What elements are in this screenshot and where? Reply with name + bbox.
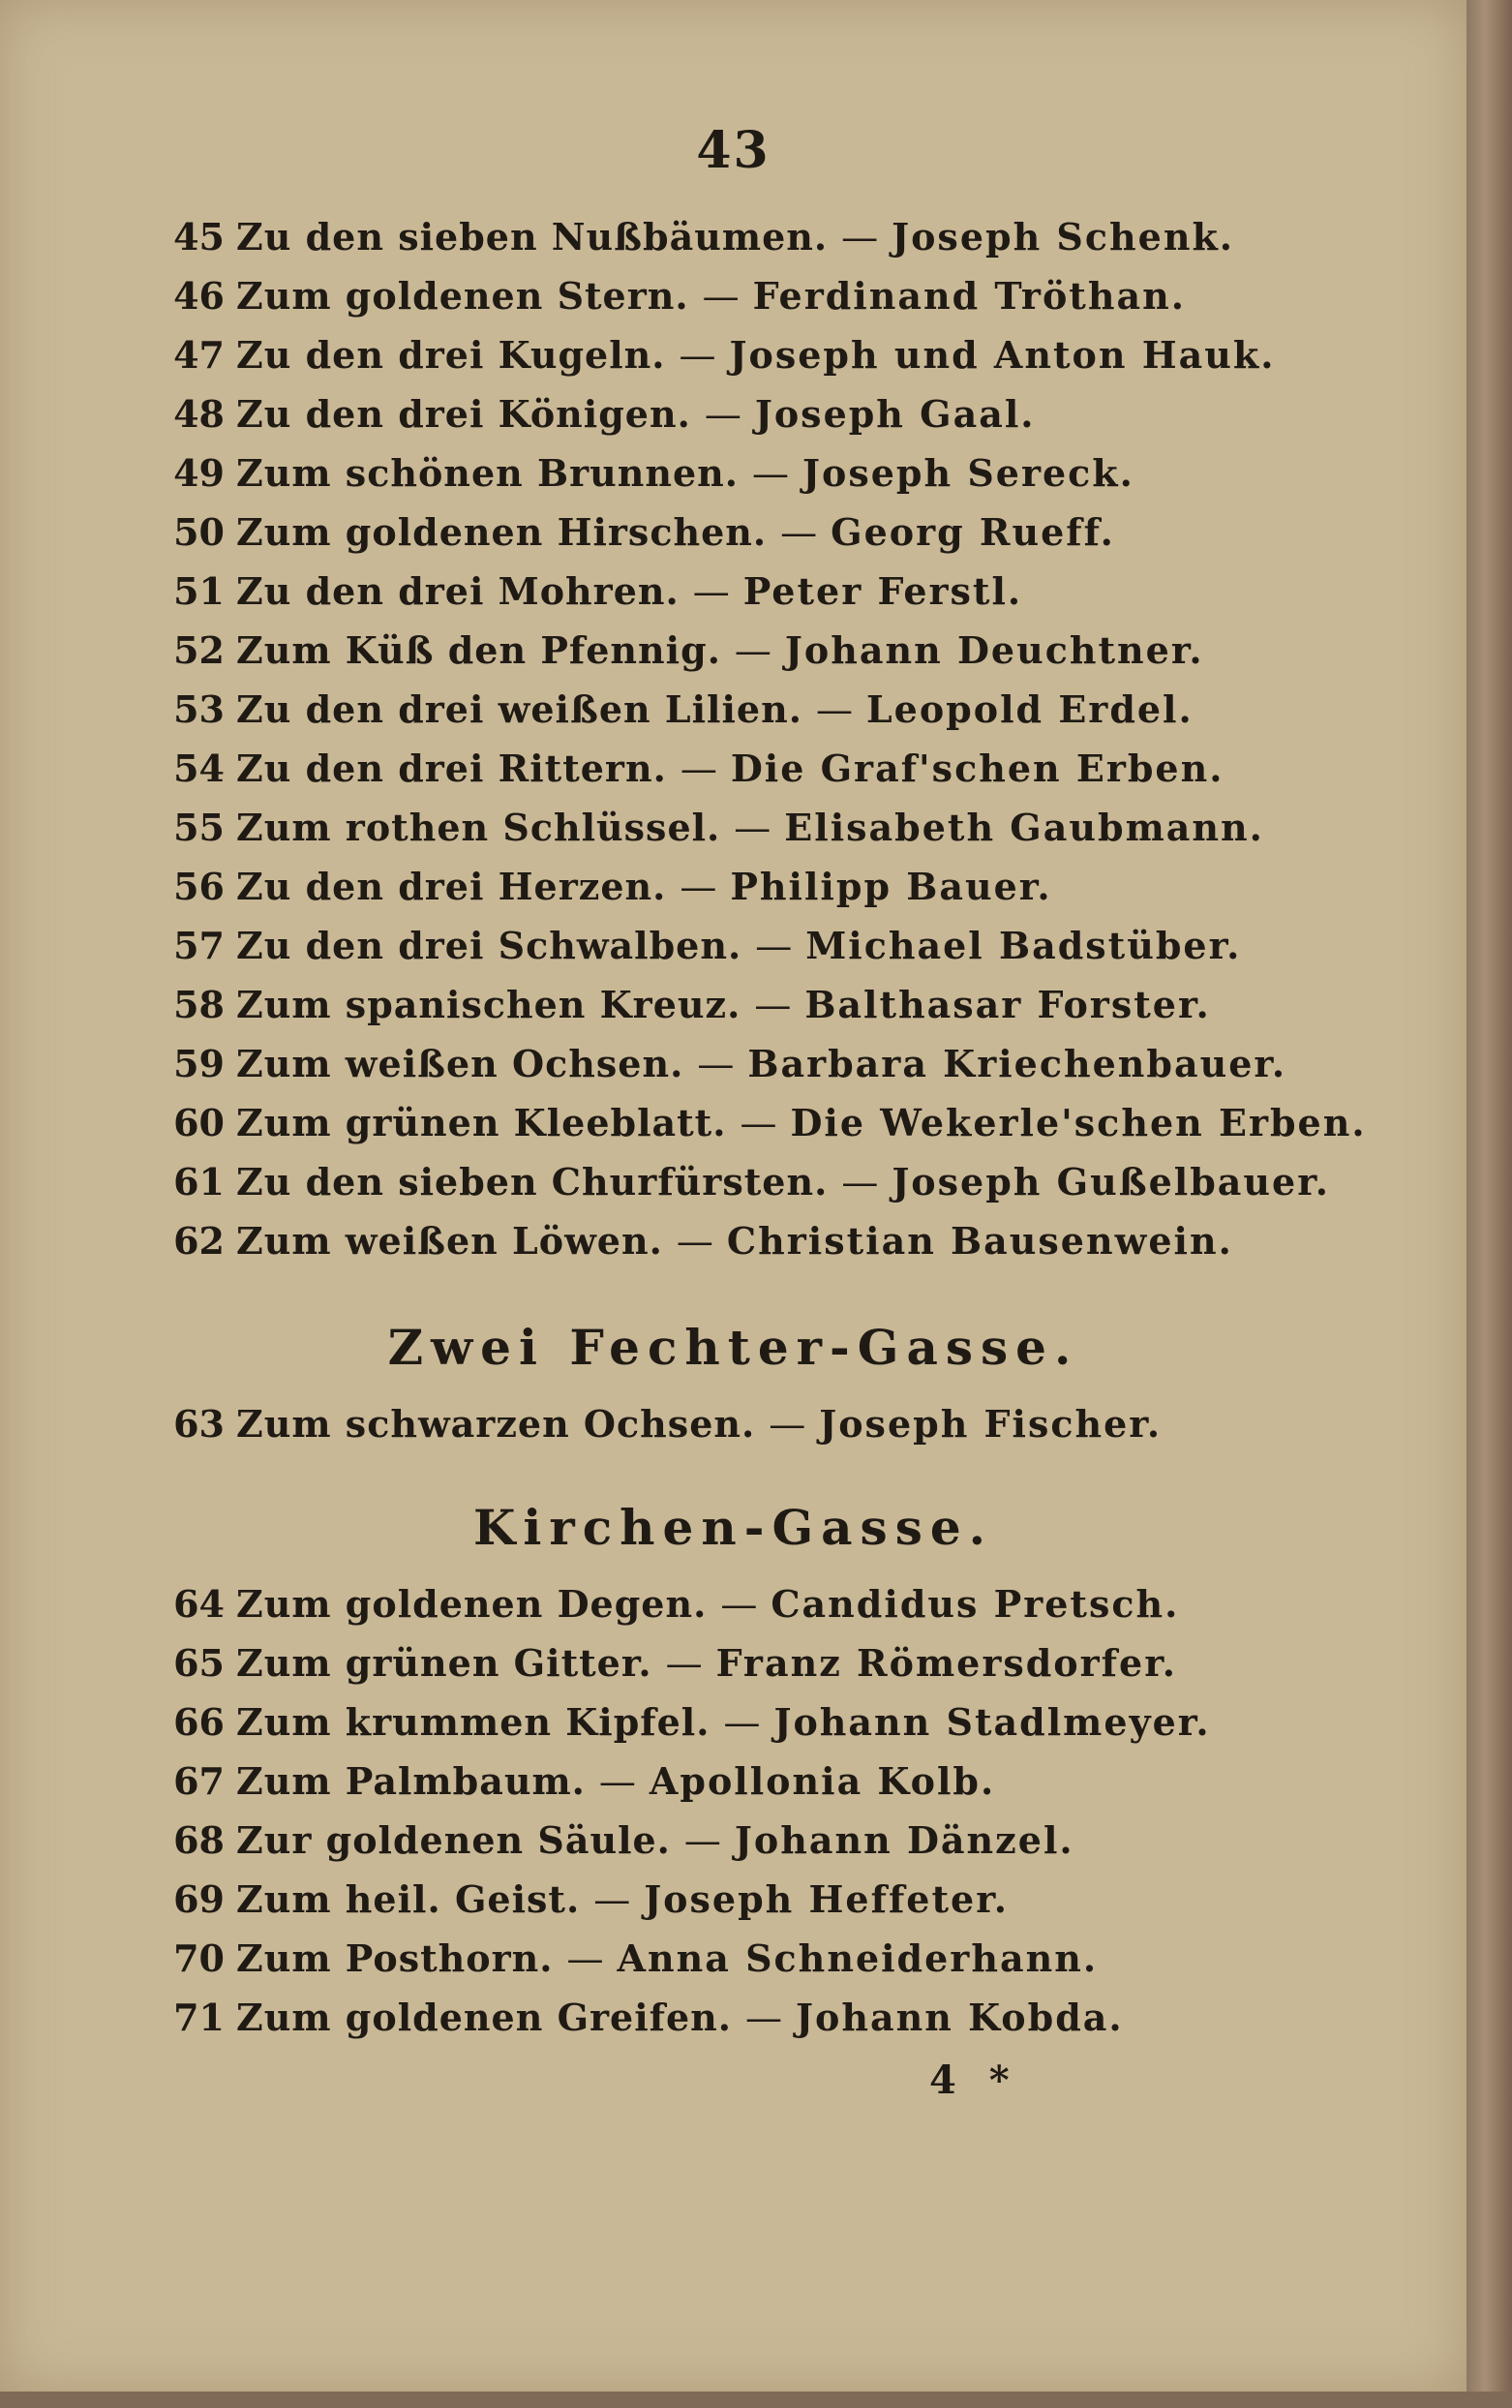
house-sign: Zum Küß den Pfennig.	[236, 628, 721, 672]
separator-dash: —	[692, 570, 730, 613]
separator-dash: —	[598, 1760, 636, 1803]
entry-number: 52	[173, 628, 225, 672]
list-item	[145, 215, 1336, 274]
owner-name: Peter Ferstl.	[742, 569, 1023, 613]
entry-number: 50	[173, 510, 225, 554]
list-item	[145, 569, 1336, 628]
entry-number: 70	[173, 1936, 225, 1980]
entry-number: 63	[173, 1402, 225, 1446]
entry-number: 71	[173, 1996, 225, 2039]
house-sign: Zu den drei Königen.	[236, 392, 691, 436]
house-sign: Zu den sieben Churfürsten.	[236, 1160, 829, 1204]
list-item	[145, 1402, 1336, 1461]
entry-number: 68	[173, 1818, 225, 1862]
owner-name: Die Wekerle'schen Erben.	[790, 1101, 1367, 1144]
house-sign: Zum goldenen Stern.	[236, 274, 689, 318]
owner-name: Joseph Fischer.	[819, 1402, 1163, 1446]
list-item	[145, 510, 1336, 569]
list-item	[145, 628, 1336, 687]
house-sign: Zum goldenen Greifen.	[236, 1996, 733, 2039]
separator-dash: —	[566, 1937, 604, 1980]
owner-name: Joseph Schenk.	[892, 215, 1235, 259]
separator-dash: —	[720, 1583, 758, 1626]
signature-mark: 4 *	[929, 2057, 1019, 2103]
owner-name: Apollonia Kolb.	[649, 1759, 996, 1803]
house-sign: Zum goldenen Degen.	[236, 1582, 708, 1626]
separator-dash: —	[704, 393, 741, 436]
list-item	[145, 1042, 1336, 1101]
separator-dash: —	[683, 1819, 721, 1862]
entry-number: 46	[173, 274, 225, 318]
entry-number: 53	[173, 687, 225, 731]
separator-dash: —	[680, 747, 717, 790]
list-item	[145, 924, 1336, 983]
house-sign: Zum weißen Ochsen.	[236, 1042, 684, 1085]
entry-number: 57	[173, 924, 225, 967]
owner-name: Elisabeth Gaubmann.	[784, 806, 1264, 849]
separator-dash: —	[841, 1161, 879, 1204]
owner-name: Joseph Gußelbauer.	[892, 1160, 1330, 1204]
separator-dash: —	[665, 1642, 703, 1685]
separator-dash: —	[754, 984, 792, 1026]
separator-dash: —	[734, 629, 771, 672]
house-sign: Zum weißen Löwen.	[236, 1219, 663, 1263]
list-item	[145, 1996, 1336, 2055]
house-sign: Zu den drei Herzen.	[236, 865, 667, 908]
section-heading-kirchen-gasse: Kirchen-Gasse.	[472, 1499, 994, 1556]
owner-name: Christian Bausenwein.	[726, 1219, 1233, 1263]
owner-name: Joseph Heffeter.	[644, 1877, 1009, 1921]
list-item	[145, 1877, 1336, 1936]
owner-name: Candidus Pretsch.	[771, 1582, 1180, 1626]
owner-name: Die Graf'schen Erben.	[730, 747, 1225, 790]
list-item	[145, 983, 1336, 1042]
list-item	[145, 1700, 1336, 1759]
house-sign: Zu den drei Rittern.	[236, 747, 667, 790]
house-sign: Zum schönen Brunnen.	[236, 451, 740, 495]
house-sign: Zum schwarzen Ochsen.	[236, 1402, 756, 1446]
list-item	[145, 747, 1336, 806]
entry-list-section-1	[145, 215, 1367, 1278]
house-sign: Zur goldenen Säule.	[236, 1818, 671, 1862]
owner-name: Joseph und Anton Hauk.	[729, 333, 1276, 377]
list-item	[145, 1936, 1336, 1996]
separator-dash: —	[740, 1102, 777, 1144]
owner-name: Ferdinand Tröthan.	[752, 274, 1186, 318]
owner-name: Philipp Bauer.	[730, 865, 1052, 908]
book-page-edge	[1467, 0, 1512, 2408]
entry-number: 51	[173, 569, 225, 613]
house-sign: Zum goldenen Hirschen.	[236, 510, 768, 554]
page-number: 43	[696, 121, 771, 180]
list-item	[145, 806, 1336, 865]
separator-dash: —	[697, 1043, 735, 1085]
entry-number: 49	[173, 451, 225, 495]
entry-number: 60	[173, 1101, 225, 1144]
list-item	[145, 274, 1336, 333]
separator-dash: —	[780, 511, 818, 554]
owner-name: Balthasar Forster.	[804, 983, 1211, 1026]
entry-number: 55	[173, 806, 225, 849]
list-item	[145, 1641, 1336, 1700]
separator-dash: —	[593, 1878, 631, 1921]
house-sign: Zum Posthorn.	[236, 1936, 554, 1980]
separator-dash: —	[734, 807, 771, 849]
entry-number: 69	[173, 1877, 225, 1921]
owner-name: Johann Deuchtner.	[784, 628, 1204, 672]
list-item	[145, 392, 1336, 451]
entry-list-section-2	[145, 1402, 1336, 1461]
list-item	[145, 687, 1336, 747]
separator-dash: —	[841, 216, 879, 259]
entry-number: 66	[173, 1700, 225, 1744]
list-item	[145, 333, 1336, 392]
entry-number: 56	[173, 865, 225, 908]
book-bottom-edge	[0, 2392, 1512, 2408]
list-item	[145, 1759, 1336, 1818]
house-sign: Zu den drei Mohren.	[236, 569, 680, 613]
house-sign: Zum Palmbaum.	[236, 1759, 586, 1803]
entry-number: 47	[173, 333, 225, 377]
owner-name: Johann Stadlmeyer.	[773, 1700, 1211, 1744]
separator-dash: —	[769, 1403, 806, 1446]
entry-list-section-3	[145, 1582, 1336, 2055]
owner-name: Joseph Sereck.	[802, 451, 1134, 495]
owner-name: Anna Schneiderhann.	[617, 1936, 1099, 1980]
separator-dash: —	[755, 925, 793, 967]
entry-number: 45	[173, 215, 225, 259]
house-sign: Zum grünen Gitter.	[236, 1641, 652, 1685]
entry-number: 67	[173, 1759, 225, 1803]
owner-name: Johann Dänzel.	[734, 1818, 1074, 1862]
house-sign: Zu den drei weißen Lilien.	[236, 687, 802, 731]
house-sign: Zum spanischen Kreuz.	[236, 983, 741, 1026]
house-sign: Zu den drei Kugeln.	[236, 333, 666, 377]
entry-number: 64	[173, 1582, 225, 1626]
entry-number: 58	[173, 983, 225, 1026]
list-item	[145, 1582, 1336, 1641]
house-sign: Zum heil. Geist.	[236, 1877, 581, 1921]
list-item	[145, 1818, 1336, 1877]
separator-dash: —	[723, 1701, 761, 1744]
separator-dash: —	[676, 1220, 713, 1263]
owner-name: Barbara Kriechenbauer.	[747, 1042, 1287, 1085]
owner-name: Leopold Erdel.	[865, 687, 1194, 731]
section-heading-zwei-fechter-gasse: Zwei Fechter-Gasse.	[387, 1319, 1079, 1376]
separator-dash: —	[745, 1997, 783, 2039]
owner-name: Franz Römersdorfer.	[715, 1641, 1177, 1685]
separator-dash: —	[752, 452, 790, 495]
list-item	[145, 1160, 1336, 1219]
house-sign: Zu den drei Schwalben.	[236, 924, 742, 967]
list-item	[145, 451, 1336, 510]
entry-number: 54	[173, 747, 225, 790]
owner-name: Johann Kobda.	[796, 1996, 1124, 2039]
entry-number: 59	[173, 1042, 225, 1085]
entry-number: 48	[173, 392, 225, 436]
list-item	[145, 1219, 1336, 1278]
separator-dash: —	[680, 866, 717, 908]
list-item	[145, 865, 1336, 924]
entry-number: 61	[173, 1160, 225, 1204]
list-item	[145, 1101, 1367, 1160]
separator-dash: —	[815, 688, 853, 731]
owner-name: Joseph Gaal.	[754, 392, 1036, 436]
owner-name: Michael Badstüber.	[805, 924, 1242, 967]
house-sign: Zum krummen Kipfel.	[236, 1700, 711, 1744]
separator-dash: —	[679, 334, 716, 377]
owner-name: Georg Rueff.	[831, 510, 1115, 554]
separator-dash: —	[702, 275, 740, 318]
house-sign: Zum rothen Schlüssel.	[236, 806, 721, 849]
entry-number: 62	[173, 1219, 225, 1263]
entry-number: 65	[173, 1641, 225, 1685]
house-sign: Zum grünen Kleeblatt.	[236, 1101, 727, 1144]
house-sign: Zu den sieben Nußbäumen.	[236, 215, 829, 259]
